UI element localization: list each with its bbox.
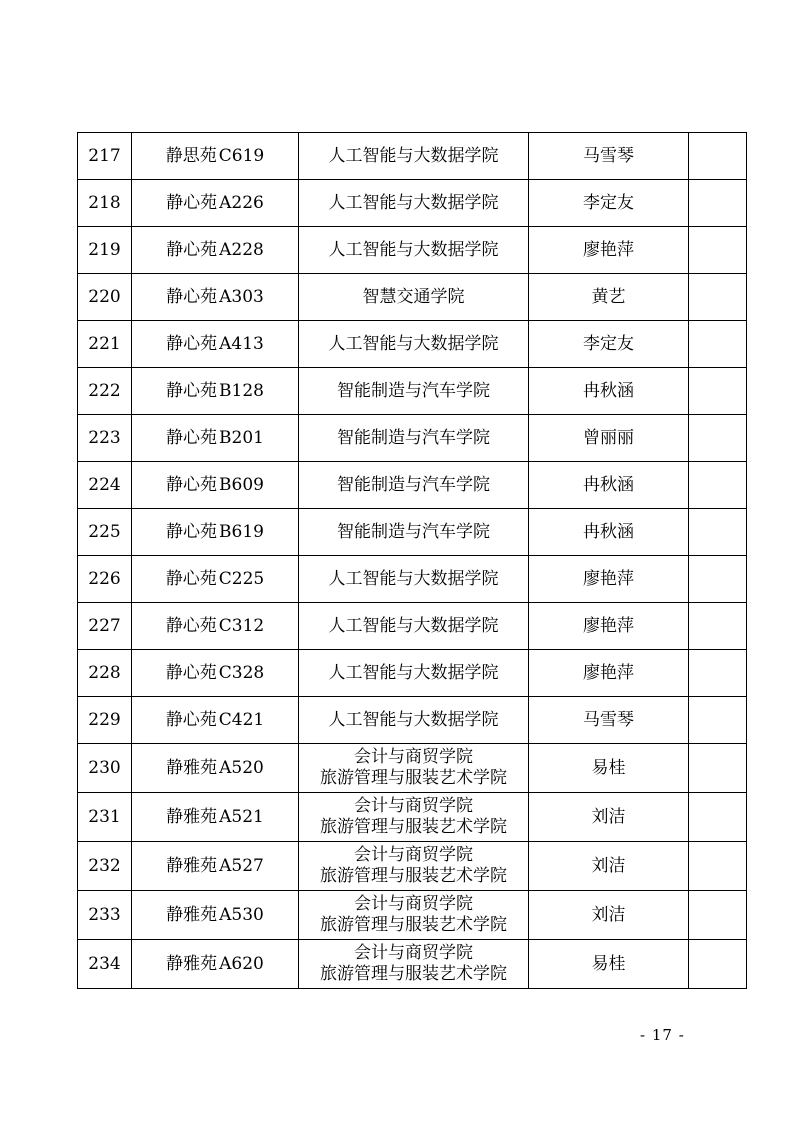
college-cell [299, 940, 529, 989]
table-row [78, 509, 747, 556]
college-name: 旅游管理与服装艺术学院 [320, 866, 507, 886]
row-number-cell: 221 [78, 321, 132, 368]
row-number-cell: 232 [78, 842, 132, 891]
college-cell [299, 509, 529, 556]
note-cell [689, 180, 747, 227]
dorm-room-cell [132, 650, 299, 697]
dorm-room-cell [132, 603, 299, 650]
note-cell [689, 415, 747, 462]
dorm-room-cell [132, 891, 299, 940]
college-name: 旅游管理与服装艺术学院 [320, 817, 507, 837]
room-code: A521 [219, 806, 264, 827]
college-cell [299, 556, 529, 603]
room-code: A527 [219, 855, 264, 876]
dormitory-table [77, 132, 747, 989]
row-number-cell: 220 [78, 274, 132, 321]
room-code: C619 [218, 145, 265, 166]
college-name: 智能制造与汽车学院 [337, 380, 490, 401]
building-name: 静心苑 [166, 380, 218, 401]
building-name: 静雅苑 [166, 904, 218, 925]
building-name: 静心苑 [166, 427, 218, 448]
room-code: B201 [219, 427, 264, 448]
college-name: 智能制造与汽车学院 [337, 427, 490, 448]
row-number-cell: 227 [78, 603, 132, 650]
table-row [78, 274, 747, 321]
note-cell [689, 462, 747, 509]
note-cell [689, 744, 747, 793]
building-name: 静心苑 [166, 474, 218, 495]
table-row [78, 556, 747, 603]
college-name: 会计与商贸学院 [354, 845, 473, 865]
person-in-charge-cell: 马雪琴 [529, 133, 689, 180]
college-cell [299, 842, 529, 891]
page-number: - 17 - [640, 1026, 685, 1044]
college-name: 人工智能与大数据学院 [328, 145, 499, 166]
person-in-charge-cell: 易桂 [529, 744, 689, 793]
college-cell [299, 793, 529, 842]
note-cell [689, 321, 747, 368]
person-in-charge-cell: 廖艳萍 [529, 603, 689, 650]
person-in-charge-cell: 曾丽丽 [529, 415, 689, 462]
row-number-cell: 234 [78, 940, 132, 989]
dorm-room-cell [132, 462, 299, 509]
college-name: 人工智能与大数据学院 [328, 662, 499, 683]
row-number-cell: 217 [78, 133, 132, 180]
row-number-cell: 229 [78, 697, 132, 744]
room-code: A620 [219, 953, 264, 974]
dorm-room-cell [132, 415, 299, 462]
college-cell [299, 650, 529, 697]
dorm-room-cell [132, 180, 299, 227]
row-number-cell: 218 [78, 180, 132, 227]
note-cell [689, 842, 747, 891]
row-number-cell: 230 [78, 744, 132, 793]
college-name: 人工智能与大数据学院 [328, 333, 499, 354]
table-row [78, 650, 747, 697]
person-in-charge-cell: 黄艺 [529, 274, 689, 321]
college-cell [299, 227, 529, 274]
row-number-cell: 219 [78, 227, 132, 274]
dormitory-table-body [78, 133, 747, 989]
college-name: 智能制造与汽车学院 [337, 474, 490, 495]
person-in-charge-cell: 冉秋涵 [529, 509, 689, 556]
note-cell [689, 556, 747, 603]
row-number-cell: 226 [78, 556, 132, 603]
dorm-room-cell [132, 744, 299, 793]
dorm-room-cell [132, 697, 299, 744]
college-cell [299, 415, 529, 462]
building-name: 静心苑 [166, 192, 218, 213]
college-name: 人工智能与大数据学院 [328, 615, 499, 636]
dorm-room-cell [132, 368, 299, 415]
table-row [78, 940, 747, 989]
row-number-cell: 228 [78, 650, 132, 697]
dorm-room-cell [132, 227, 299, 274]
person-in-charge-cell: 刘洁 [529, 842, 689, 891]
college-cell [299, 603, 529, 650]
college-cell [299, 321, 529, 368]
person-in-charge-cell: 刘洁 [529, 891, 689, 940]
college-cell [299, 133, 529, 180]
dorm-room-cell [132, 321, 299, 368]
row-number-cell: 223 [78, 415, 132, 462]
college-cell [299, 180, 529, 227]
dorm-room-cell [132, 133, 299, 180]
note-cell [689, 603, 747, 650]
dorm-room-cell [132, 556, 299, 603]
row-number-cell: 225 [78, 509, 132, 556]
person-in-charge-cell: 李定友 [529, 321, 689, 368]
table-row [78, 415, 747, 462]
person-in-charge-cell: 冉秋涵 [529, 462, 689, 509]
building-name: 静心苑 [166, 521, 218, 542]
building-name: 静心苑 [166, 286, 218, 307]
table-row [78, 891, 747, 940]
building-name: 静心苑 [165, 662, 217, 683]
person-in-charge-cell: 刘洁 [529, 793, 689, 842]
college-cell [299, 368, 529, 415]
college-cell [299, 891, 529, 940]
college-name: 会计与商贸学院 [354, 796, 473, 816]
table-row [78, 462, 747, 509]
person-in-charge-cell: 易桂 [529, 940, 689, 989]
college-name: 会计与商贸学院 [354, 943, 473, 963]
table-row [78, 133, 747, 180]
building-name: 静心苑 [166, 239, 218, 260]
room-code: A226 [219, 192, 264, 213]
note-cell [689, 697, 747, 744]
college-name: 智能制造与汽车学院 [337, 521, 490, 542]
room-code: C328 [218, 662, 265, 683]
building-name: 静心苑 [166, 333, 218, 354]
person-in-charge-cell: 廖艳萍 [529, 556, 689, 603]
note-cell [689, 227, 747, 274]
college-cell [299, 697, 529, 744]
note-cell [689, 133, 747, 180]
room-code: C312 [218, 615, 265, 636]
room-code: B619 [219, 521, 264, 542]
room-code: B128 [219, 380, 264, 401]
college-name: 智慧交通学院 [362, 286, 465, 307]
room-code: A520 [219, 757, 264, 778]
building-name: 静心苑 [165, 568, 217, 589]
building-name: 静雅苑 [166, 757, 218, 778]
table-row [78, 793, 747, 842]
table-row [78, 697, 747, 744]
room-code: C225 [218, 568, 265, 589]
room-code: A413 [219, 333, 264, 354]
note-cell [689, 793, 747, 842]
college-name: 会计与商贸学院 [354, 894, 473, 914]
building-name: 静心苑 [165, 709, 217, 730]
college-name: 旅游管理与服装艺术学院 [320, 768, 507, 788]
table-row [78, 180, 747, 227]
table-row [78, 603, 747, 650]
row-number-cell: 233 [78, 891, 132, 940]
table-row [78, 227, 747, 274]
college-name: 人工智能与大数据学院 [328, 568, 499, 589]
row-number-cell: 224 [78, 462, 132, 509]
note-cell [689, 368, 747, 415]
person-in-charge-cell: 廖艳萍 [529, 227, 689, 274]
college-name: 人工智能与大数据学院 [328, 239, 499, 260]
room-code: A303 [219, 286, 264, 307]
college-cell [299, 462, 529, 509]
college-name: 旅游管理与服装艺术学院 [320, 915, 507, 935]
college-cell [299, 744, 529, 793]
person-in-charge-cell: 冉秋涵 [529, 368, 689, 415]
note-cell [689, 650, 747, 697]
row-number-cell: 231 [78, 793, 132, 842]
college-name: 人工智能与大数据学院 [328, 192, 499, 213]
table-row [78, 368, 747, 415]
building-name: 静心苑 [165, 615, 217, 636]
dorm-room-cell [132, 940, 299, 989]
room-code: B609 [219, 474, 264, 495]
note-cell [689, 940, 747, 989]
building-name: 静雅苑 [166, 806, 218, 827]
room-code: C421 [218, 709, 265, 730]
dorm-room-cell [132, 793, 299, 842]
person-in-charge-cell: 马雪琴 [529, 697, 689, 744]
table-row [78, 842, 747, 891]
college-name: 会计与商贸学院 [354, 747, 473, 767]
college-cell [299, 274, 529, 321]
person-in-charge-cell: 廖艳萍 [529, 650, 689, 697]
building-name: 静思苑 [165, 145, 217, 166]
dorm-room-cell [132, 274, 299, 321]
college-name: 人工智能与大数据学院 [328, 709, 499, 730]
dorm-room-cell [132, 842, 299, 891]
dorm-room-cell [132, 509, 299, 556]
room-code: A228 [219, 239, 264, 260]
note-cell [689, 891, 747, 940]
building-name: 静雅苑 [166, 953, 218, 974]
room-code: A530 [219, 904, 264, 925]
table-row [78, 321, 747, 368]
table-row [78, 744, 747, 793]
note-cell [689, 274, 747, 321]
college-name: 旅游管理与服装艺术学院 [320, 964, 507, 984]
person-in-charge-cell: 李定友 [529, 180, 689, 227]
note-cell [689, 509, 747, 556]
building-name: 静雅苑 [166, 855, 218, 876]
row-number-cell: 222 [78, 368, 132, 415]
